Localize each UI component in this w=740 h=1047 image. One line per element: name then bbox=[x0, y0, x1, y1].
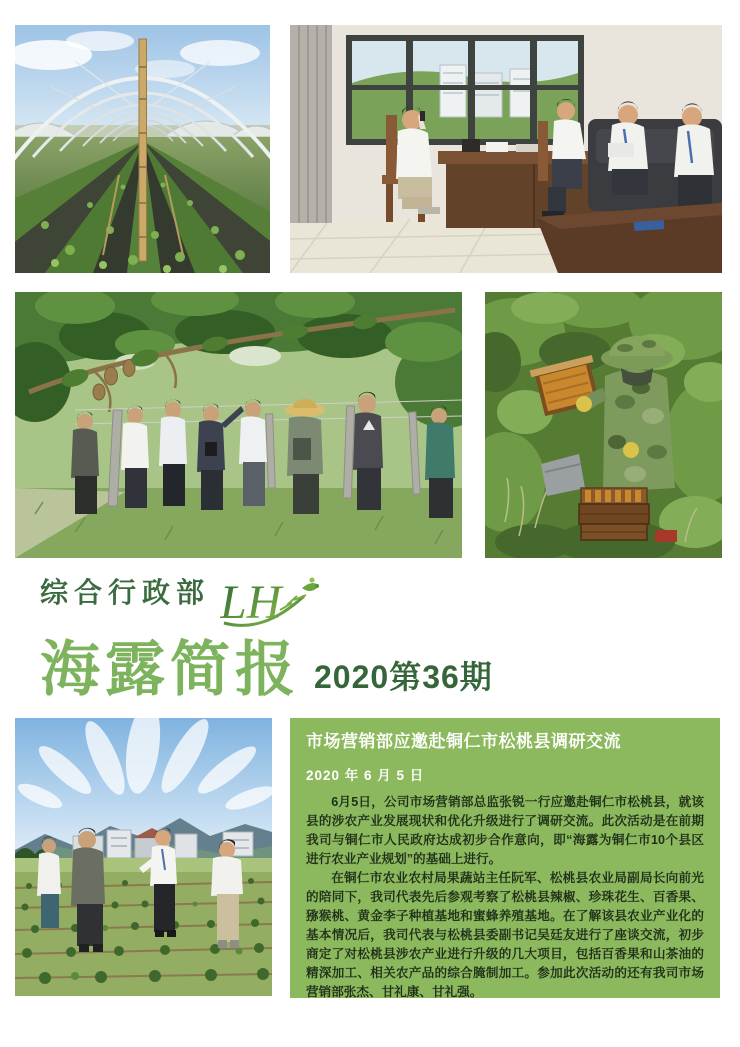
photo-beekeeper-apiary bbox=[485, 292, 722, 558]
article-body bbox=[306, 793, 704, 1002]
vine-icon bbox=[280, 595, 306, 610]
greenhouse-illustration bbox=[15, 25, 270, 273]
beekeeper-illustration bbox=[485, 292, 722, 558]
newsletter-title: 海露简报 bbox=[40, 636, 300, 703]
article-paragraph: 6月5日，公司市场营销部总监张锐一行应邀赴铜仁市松桃县，就该县的涉农产业发展现状和优化升级进行了调研交流。此次活动是在前期我司与铜仁市人民政府达成初步合作意向，即“海露为铜仁市10个县区进行农业产业规划”的基础上进行。 bbox=[306, 795, 704, 867]
logo-letters: LH bbox=[220, 576, 282, 629]
article-date: 2020 年 6 月 5 日 bbox=[306, 768, 425, 784]
department-name: 综合行政部 bbox=[40, 577, 211, 608]
issue-number: 2020第36期 bbox=[314, 659, 493, 695]
photo-office-meeting bbox=[290, 25, 722, 273]
field-illustration bbox=[15, 718, 272, 996]
photo-kiwi-orchard-visit bbox=[15, 292, 462, 558]
office-meeting-illustration bbox=[290, 25, 722, 273]
lh-logo bbox=[220, 576, 320, 632]
article-paragraph: 在铜仁市农业农村局果蔬站主任阮军、松桃县农业局副局长向前光的陪同下，我司代表先后参观考察了松桃县辣椒、珍珠花生、百香果、猕猴桃、黄金李子种植基地和蜜蜂养殖基地。在了解该县农业产业化的基本情况后，我司代表与松桃县委副书记吴廷友进行了座谈交流，初步商定了对松桃县涉农产业进行升级的几大项目，包括百香果和山茶油的精深加工、相关农产品的综合腌制加工。参加此次活动的还有我司市场营销部张杰、甘礼康、甘礼强。 bbox=[306, 871, 704, 1000]
article-panel bbox=[290, 718, 720, 998]
masthead bbox=[40, 576, 720, 703]
photo-field-inspection bbox=[15, 718, 272, 996]
photo-greenhouse-seedlings bbox=[15, 25, 270, 273]
article-title: 市场营销部应邀赴铜仁市松桃县调研交流 bbox=[306, 732, 621, 751]
orchard-illustration bbox=[15, 292, 462, 558]
